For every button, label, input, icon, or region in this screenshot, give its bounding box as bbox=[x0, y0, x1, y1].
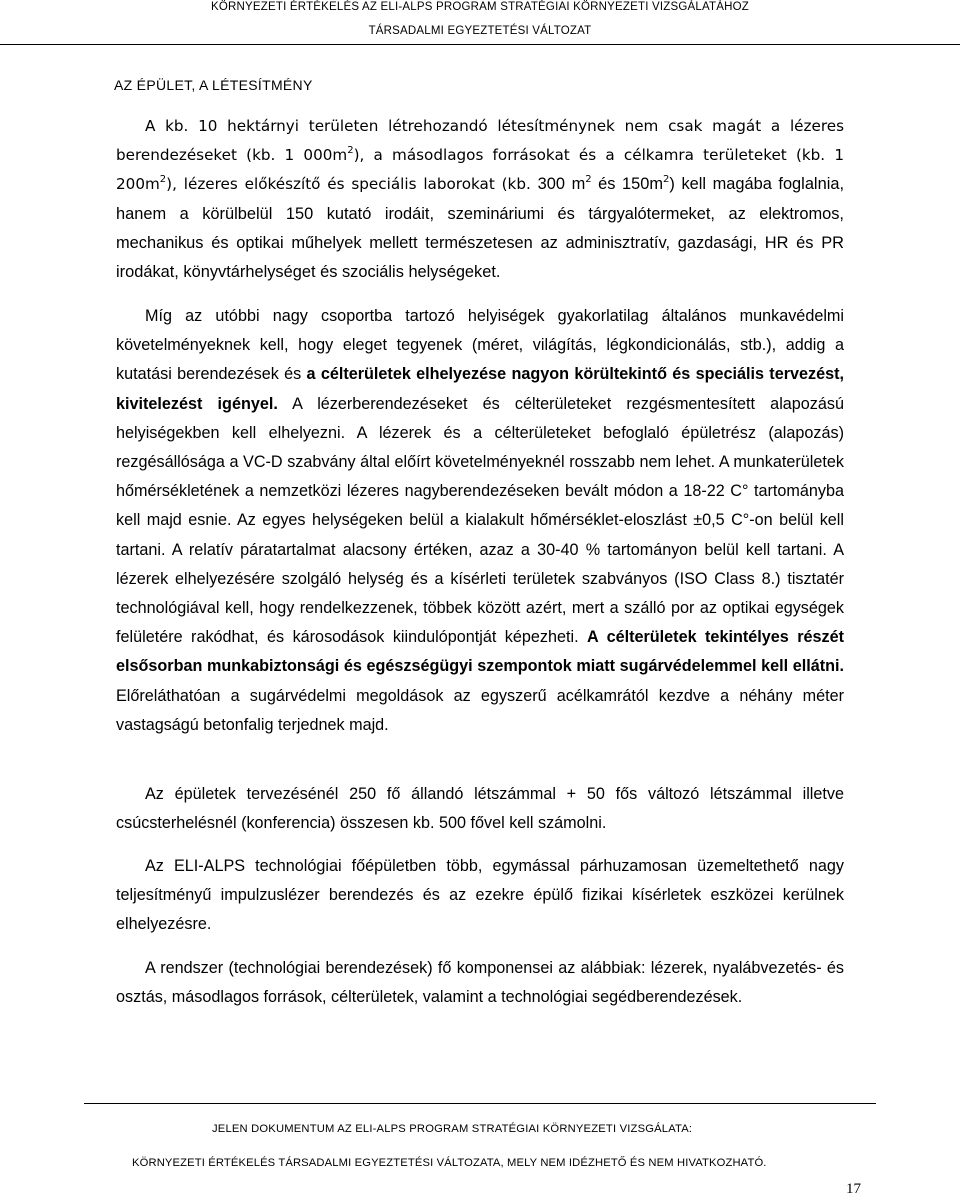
paragraph-3: Az épületek tervezésénél 250 fő állandó létszámmal + 50 fős változó létszámmal illetve csúcsterhelésnél (konferencia) összesen kb. 500 fővel kell számolni. bbox=[116, 785, 844, 833]
paragraph-1: A kb. 10 hektárnyi területen létrehozandó létesítménynek nem csak magát a lézeres berendezéseket (kb. 1 $000m^2$), a másodlagos forrásokat és a célkamra területeket (kb. 1 $200m^2$), lézeres előkészítő és speciális laborokat (kb. 300 $m^2$ és $150m^2$) kell magába foglalnia, hanem a körülbelül 150 kutató irodáit, szemináriumi és tárgyalótermeket, az elektromos, mechanikus és optikai műhelyek mellett természetesen az adminisztratív, gazdasági, HR és PR irodákat, könyvtárhelységet és szociális helységeket. bbox=[116, 117, 845, 282]
paragraph-2: Míg az utóbbi nagy csoportba tartozó helyiségek gyakorlatilag általános munkavédelmi követelményeknek kell, hogy eleget tegyenek (méret, világítás, légkondicionálás, stb.), addig a kutatási berendezések és a célterületek elhelyezése nagyon körültekintő és speciális tervezést, kivitelezést igényel. A lézerberendezéseket és célterületeket rezgésmentesített alapozású helyiségekben kell elhelyezni. A lézerek és a célterületeket befoglaló épületrész (alapozás) rezgésállósága a VC-D szabvány által előírt követelményeknél rosszabb nem lehet. A munkaterületek hőmérsékletének a nemzetközi lézeres nagyberendezéseken bevált módon a 18-22 C° tartományba kell majd esnie. Az egyes helységeken belül a kialakult hőmérséklet-eloszlást ±0,5 C°-on belül kell tartani. A relatív páratartalmat alacsony értéken, azaz a 30-40 % tartományon belül kell tartani. A lézerek elhelyezésére szolgáló helység és a kísérleti területek szabványos (ISO Class 8.) tisztatér technológiával kell, hogy rendelkezzenek, többek között azért, mert a szálló por az optikai egységek felületére rakódhat, és károsodások kiindulópontját képezheti. A célterületek tekintélyes részét elsősorban munkabiztonsági és egészségügyi szempontok miatt sugárvédelemmel kell ellátni. Előreláthatóan a sugárvédelmi megoldások az egyszerű acélkamrától kezdve a néhány méter vastagságú betonfalig terjednek majd. bbox=[116, 307, 844, 734]
footer-line-1: JELEN DOKUMENTUM AZ ELI-ALPS PROGRAM STRATÉGIAI KÖRNYEZETI VIZSGÁLATA: bbox=[212, 1123, 693, 1135]
header-title: KÖRNYEZETI ÉRTÉKELÉS AZ ELI-ALPS PROGRAM STRATÉGIAI KÖRNYEZETI VIZSGÁLATÁHOZ bbox=[211, 1, 749, 13]
paragraph-5: A rendszer (technológiai berendezések) fő komponensei az alábbiak: lézerek, nyalábvezetés- és osztás, másodlagos források, célterületek, valamint a technológiai segédberendezések. bbox=[116, 959, 844, 1007]
bold-statement-2: A célterületek tekintélyes részét elsősorban munkabiztonsági és egészségügyi szempontok miatt sugárvédelemmel kell ellátni. bbox=[116, 628, 844, 676]
footer-line-2: KÖRNYEZETI ÉRTÉKELÉS TÁRSADALMI EGYEZTETÉSI VÁLTOZATA, MELY NEM IDÉZHETŐ ÉS NEM HIVATKOZHATÓ. bbox=[132, 1157, 767, 1169]
page-header bbox=[0, 0, 960, 45]
header-subtitle: TÁRSADALMI EGYEZTETÉSI VÁLTOZAT bbox=[368, 25, 592, 37]
paragraph-4: Az ELI-ALPS technológiai főépületben több, egymással párhuzamosan üzemeltethető nagy teljesítményű impulzuslézer berendezés és az ezekre épülő fizikai kísérletek eszközei kerülnek elhelyezésre. bbox=[116, 857, 844, 934]
section-title: AZ ÉPÜLET, A LÉTESÍTMÉNY bbox=[114, 77, 313, 93]
bold-statement-1: a célterületek elhelyezése nagyon körültekintő és speciális tervezést, kivitelezést igényel. bbox=[116, 365, 844, 413]
footer-divider bbox=[84, 1103, 876, 1104]
page-number: 17 bbox=[846, 1181, 861, 1197]
